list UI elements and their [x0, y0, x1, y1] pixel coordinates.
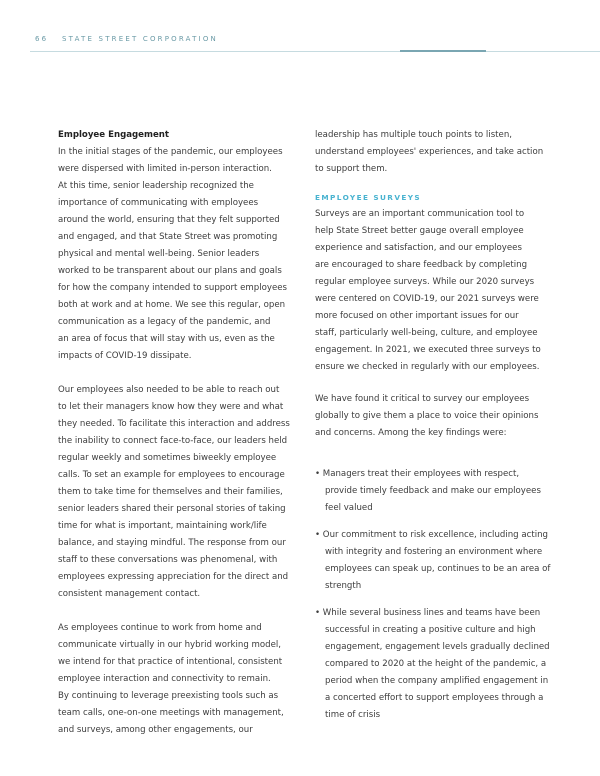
text-line: balance, and staying mindful. The response from our: [58, 538, 286, 548]
text-line: globally to give them a place to voice their opinions: [315, 411, 539, 421]
text-line: the inability to connect face-to-face, our leaders held: [58, 436, 288, 446]
text-line: employees expressing appreciation for the direct and: [58, 572, 289, 582]
text-line: team calls, one-on-one meetings with management,: [58, 708, 284, 718]
text-line: We have found it critical to survey our employees: [315, 394, 530, 404]
text-line: regular employee surveys. While our 2020 surveys: [315, 277, 535, 287]
text-line: understand employees' experiences, and take action: [315, 147, 544, 157]
text-line: and concerns. Among the key findings were:: [315, 428, 507, 438]
text-line: physical and mental well-being. Senior leaders: [58, 249, 260, 259]
page-number: 66: [35, 35, 49, 43]
text-line: they needed. To facilitate this interaction and address: [58, 419, 290, 429]
text-line: period when the company amplified engagement in: [325, 676, 549, 686]
text-line: senior leaders shared their personal stories of taking: [58, 504, 286, 514]
text-line: • While several business lines and teams have been: [315, 608, 541, 618]
text-line: compared to 2020 at the height of the pandemic, a: [325, 659, 547, 669]
text-line: and engaged, and that State Street was promoting: [58, 232, 278, 242]
text-line: an area of focus that will stay with us, even as the: [58, 334, 275, 344]
text-line: were dispersed with limited in-person interaction.: [58, 164, 272, 174]
bullet-item: [315, 527, 550, 595]
text-line: worked to be transparent about our plans and goals: [58, 266, 282, 276]
text-line: By continuing to leverage preexisting tools such as: [58, 691, 279, 701]
text-line: are encouraged to share feedback by completing: [315, 260, 528, 270]
text-line: time of crisis: [325, 710, 381, 720]
text-line: to let their managers know how they were and what: [58, 402, 284, 412]
text-line: At this time, senior leadership recognized the: [58, 181, 254, 191]
text-line: In the initial stages of the pandemic, our employees: [58, 147, 283, 157]
text-line: were centered on COVID-19, our 2021 surveys were: [315, 294, 539, 304]
left-column: [58, 127, 290, 739]
text-line: calls. To set an example for employees to encourage: [58, 470, 285, 480]
text-line: for how the company intended to support employees: [58, 283, 288, 293]
paragraph: [58, 382, 290, 603]
text-line: strength: [325, 581, 362, 591]
text-line: • Managers treat their employees with respect,: [315, 469, 520, 479]
text-line: with integrity and fostering an environment where: [325, 547, 543, 557]
text-line: communication as a legacy of the pandemic, and: [58, 317, 271, 327]
text-line: feel valued: [325, 503, 373, 513]
left-column-intro: [58, 127, 290, 365]
bullet-item: [315, 605, 550, 724]
text-line: help State Street better gauge overall employee: [315, 226, 524, 236]
text-line: more focused on other important issues for our: [315, 311, 519, 321]
text-line: Our employees also needed to be able to reach out: [58, 385, 280, 395]
text-line: a concerted effort to support employees through a: [325, 693, 544, 703]
text-line: experience and satisfaction, and our employees: [315, 243, 522, 253]
text-line: staff, particularly well-being, culture, and employee: [315, 328, 538, 338]
text-line: regular weekly and sometimes biweekly employee: [58, 453, 277, 463]
text-line: around the world, ensuring that they felt supported: [58, 215, 280, 225]
text-line: we intend for that practice of intentional, consistent: [58, 657, 283, 667]
header-rule: [30, 51, 600, 52]
text-line: to support them.: [315, 164, 388, 174]
text-line: impacts of COVID-19 dissipate.: [58, 351, 192, 361]
text-line: consistent management contact.: [58, 589, 201, 599]
text-line: successful in creating a positive culture and high: [325, 625, 536, 635]
text-line: staff to these conversations was phenomenal, with: [58, 555, 278, 565]
text-line: ensure we checked in regularly with our employees.: [315, 362, 540, 372]
text-line: them to take time for themselves and their families,: [58, 487, 283, 497]
text-line: As employees continue to work from home and: [58, 623, 262, 633]
right-column: [315, 127, 550, 724]
text-line: and surveys, among other engagements, our: [58, 725, 253, 735]
text-line: • Our commitment to risk excellence, including acting: [315, 530, 549, 540]
text-line: leadership has multiple touch points to listen,: [315, 130, 513, 140]
section-heading: Employee Engagement: [58, 130, 170, 140]
text-line: importance of communicating with employees: [58, 198, 259, 208]
bullet-item: [315, 466, 550, 517]
text-line: both at work and at home. We see this regular, open: [58, 300, 286, 310]
text-line: employees can speak up, continues to be an area of: [325, 564, 551, 574]
text-line: communicate virtually in our hybrid working model,: [58, 640, 282, 650]
paragraph: [315, 127, 550, 178]
subsection: [315, 189, 550, 376]
paragraph: [315, 206, 550, 376]
text-line: engagement. In 2021, we executed three surveys to: [315, 345, 541, 355]
text-line: time for what is important, maintaining work/life: [58, 521, 267, 531]
text-line: Surveys are an important communication tool to: [315, 209, 525, 219]
paragraph: [58, 620, 290, 739]
running-header: STATE STREET CORPORATION: [62, 35, 218, 43]
paragraph: [315, 391, 550, 442]
paragraph: [58, 144, 290, 365]
text-line: engagement, engagement levels gradually declined: [325, 642, 550, 652]
header-rule-accent: [400, 50, 486, 52]
text-line: provide timely feedback and make our employees: [325, 486, 541, 496]
subsection-heading: EMPLOYEE SURVEYS: [315, 193, 422, 202]
text-line: employee interaction and connectivity to remain.: [58, 674, 271, 684]
